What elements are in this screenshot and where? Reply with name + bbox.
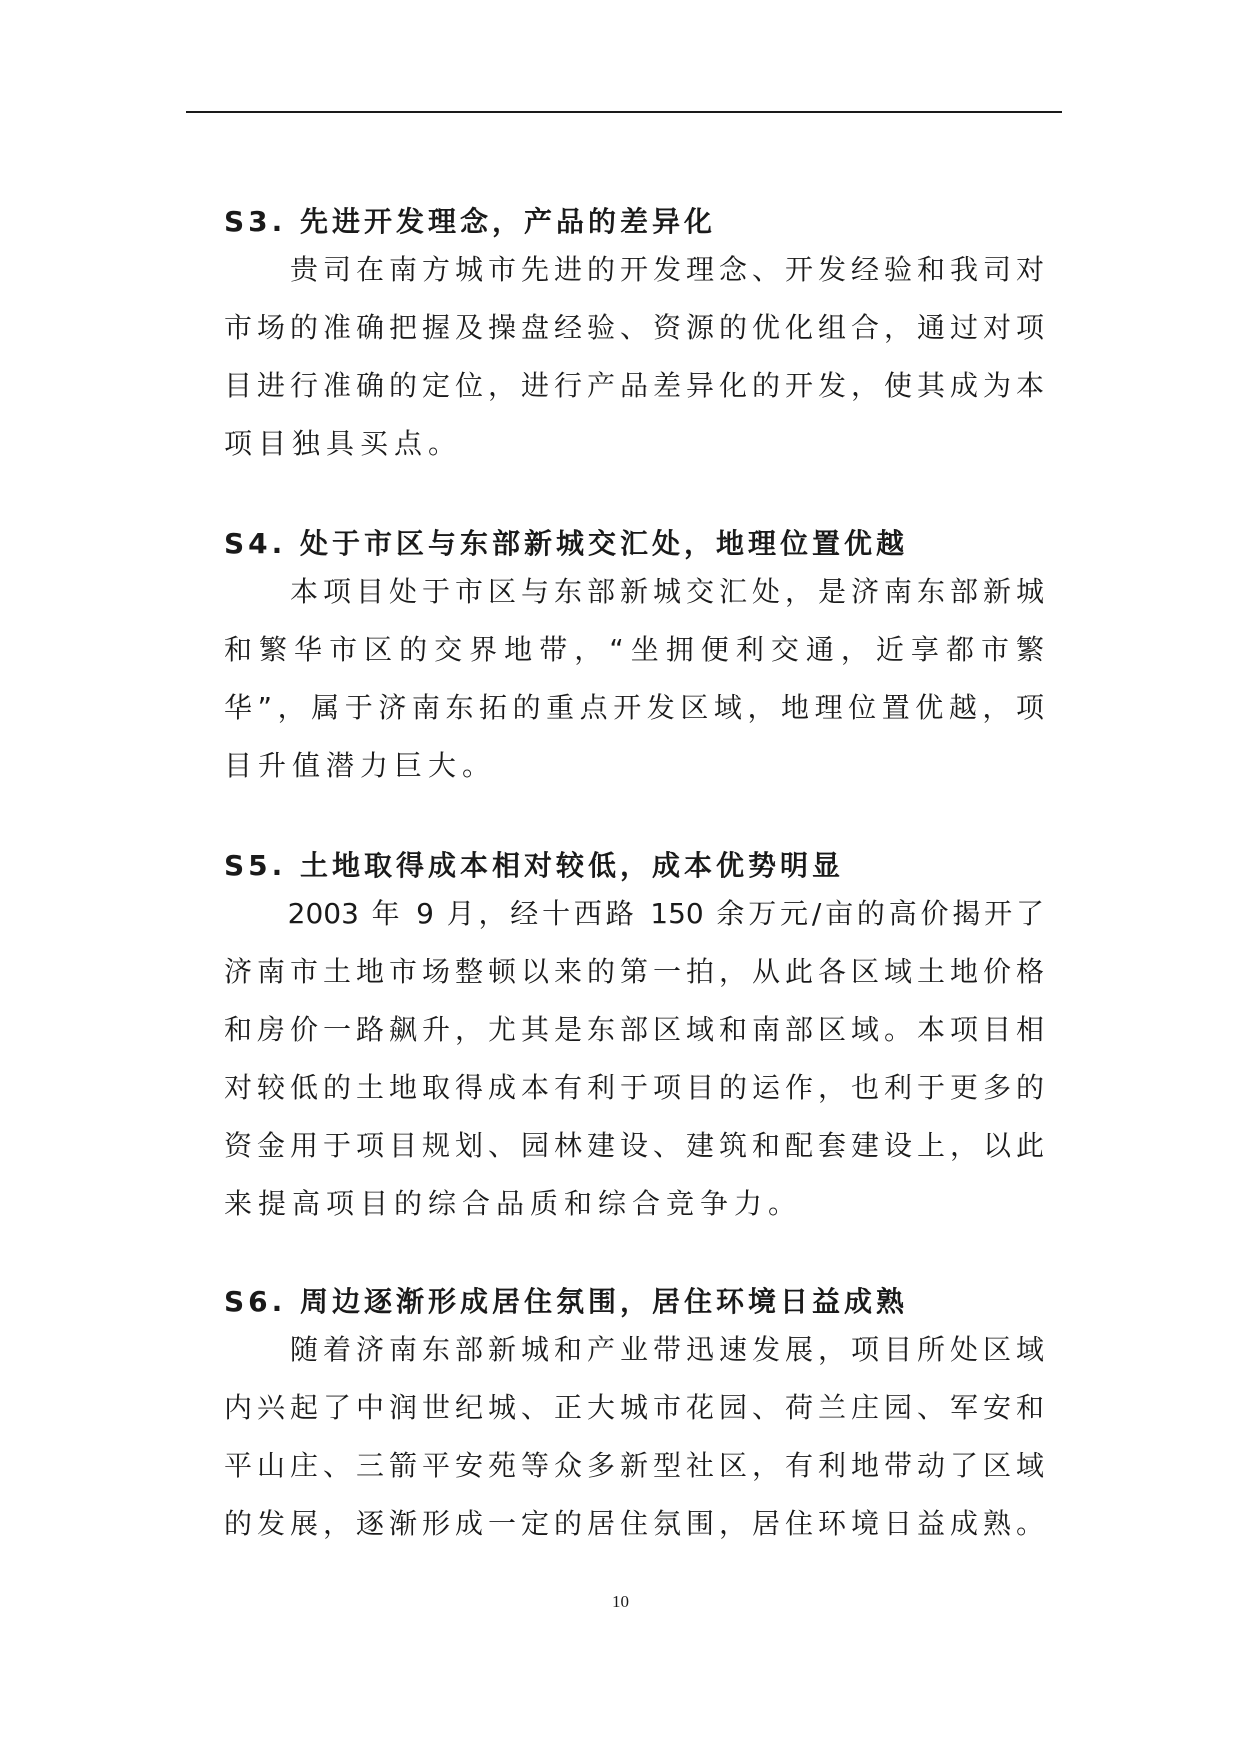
paragraph-line: 对较低的土地取得成本有利于项目的运作，也利于更多的	[224, 1071, 1044, 1104]
page-number: 10	[612, 1592, 629, 1611]
paragraph-line: 目升值潜力巨大。	[224, 749, 497, 782]
paragraph-line: 目进行准确的定位，进行产品差异化的开发，使其成为本	[224, 369, 1044, 402]
paragraph-line: 资金用于项目规划、园林建设、建筑和配套建设上，以此	[224, 1129, 1044, 1162]
paragraph-line: 来提高项目的综合品质和综合竞争力。	[224, 1187, 803, 1220]
paragraph-line: 2003 年 9 月，经十西路 150 余万元/亩的高价揭开了	[224, 897, 1044, 930]
paragraph-line: 和房价一路飙升，尤其是东部区域和南部区域。本项目相	[224, 1013, 1044, 1046]
paragraph-line: 的发展，逐渐形成一定的居住氛围，居住环境日益成熟。	[224, 1507, 1044, 1540]
paragraph-line: 平山庄、三箭平安苑等众多新型社区，有利地带动了区域	[224, 1449, 1044, 1482]
paragraph-line: 市场的准确把握及操盘经验、资源的优化组合，通过对项	[224, 311, 1044, 344]
section-heading-s3: S3. 先进开发理念，产品的差异化	[224, 205, 717, 238]
section-heading-s5: S5. 土地取得成本相对较低，成本优势明显	[224, 849, 845, 882]
section-paragraph-s6	[224, 1321, 1044, 1553]
paragraph-line: 和繁华市区的交界地带，“坐拥便利交通，近享都市繁	[224, 633, 1044, 666]
section-paragraph-s5	[224, 885, 1044, 1233]
paragraph-line: 内兴起了中润世纪城、正大城市花园、荷兰庄园、军安和	[224, 1391, 1044, 1424]
paragraph-line: 项目独具买点。	[224, 427, 463, 460]
paragraph-line: 本项目处于市区与东部新城交汇处，是济南东部新城	[224, 575, 1044, 608]
paragraph-line: 华”，属于济南东拓的重点开发区域，地理位置优越，项	[224, 691, 1044, 724]
section-heading-s4: S4. 处于市区与东部新城交汇处，地理位置优越	[224, 527, 909, 560]
section-heading-s6: S6. 周边逐渐形成居住氛围，居住环境日益成熟	[224, 1285, 909, 1318]
paragraph-line: 济南市土地市场整顿以来的第一拍，从此各区域土地价格	[224, 955, 1044, 988]
paragraph-line: 贵司在南方城市先进的开发理念、开发经验和我司对	[224, 253, 1044, 286]
paragraph-line: 随着济南东部新城和产业带迅速发展，项目所处区域	[224, 1333, 1044, 1366]
header-rule	[186, 111, 1062, 113]
section-paragraph-s3	[224, 241, 1044, 473]
section-paragraph-s4	[224, 563, 1044, 795]
